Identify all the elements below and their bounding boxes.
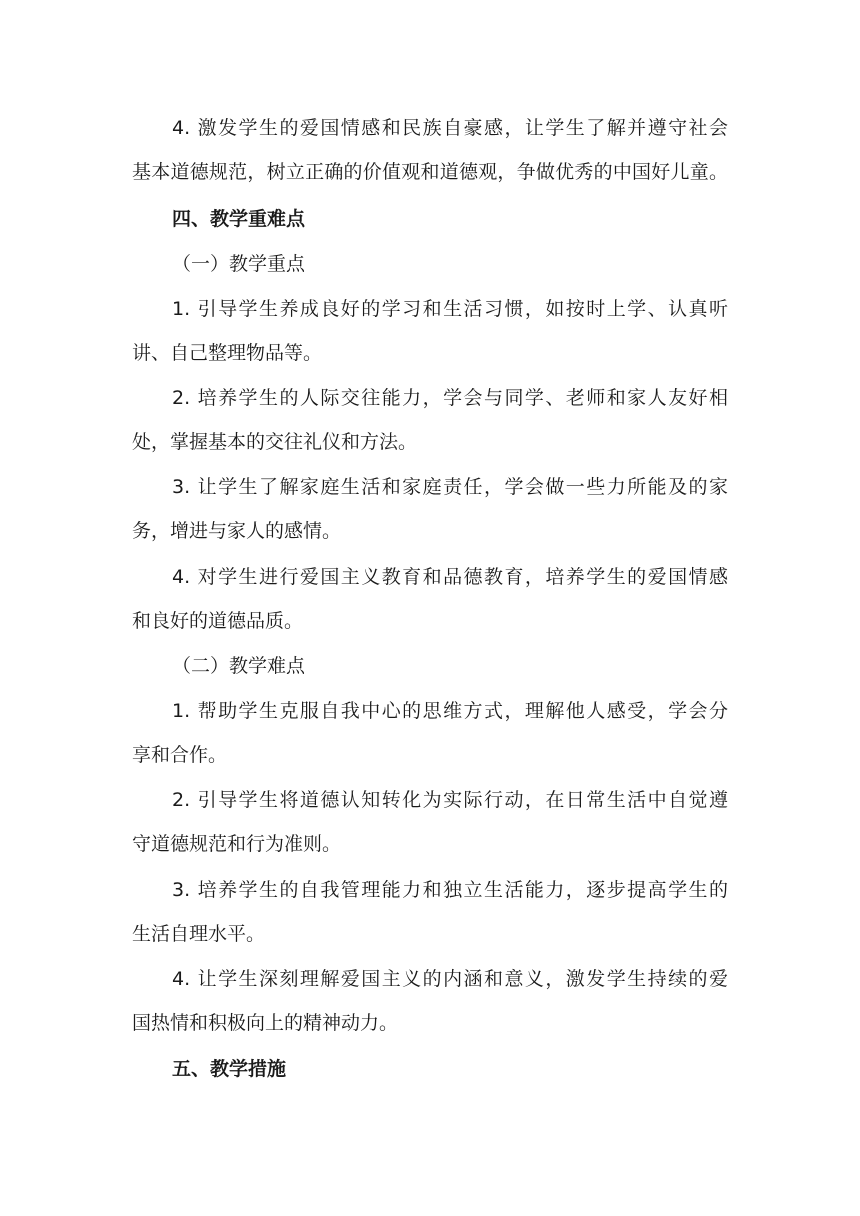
text-line: 生活自理水平。 <box>132 923 266 945</box>
text-line: 4. 让学生深刻理解爱国主义的内涵和意义，激发学生持续的爱 <box>172 968 728 990</box>
text-line: 讲、自己整理物品等。 <box>132 342 323 364</box>
text-line: 3. 让学生了解家庭生活和家庭责任，学会做一些力所能及的家 <box>172 476 728 498</box>
text-line: 4. 对学生进行爱国主义教育和品德教育，培养学生的爱国情感 <box>172 566 728 588</box>
text-line: 1. 帮助学生克服自我中心的思维方式，理解他人感受，学会分 <box>172 700 728 722</box>
text-line: 务，增进与家人的感情。 <box>132 520 342 542</box>
text-line: 3. 培养学生的自我管理能力和独立生活能力，逐步提高学生的 <box>172 879 728 901</box>
text-line: 守道德规范和行为准则。 <box>132 833 342 855</box>
text-line: 2. 培养学生的人际交往能力，学会与同学、老师和家人友好相 <box>172 387 728 409</box>
document-page: 4. 激发学生的爱国情感和民族自豪感，让学生了解并遵守社会 基本道德规范，树立正确的价值观和道德观，争做优秀的中国好儿童。 四、教学重难点 （一）教学重点 1. 引导学生养成良好的学习和生活习惯，如按时上学、认真听 讲、自己整理物品等。 2. 培养学生的人际交往能力，学会与同学、老师和家人友好相 处，掌握基本的交往礼仪和方法。 3. 让学生了解家庭生活和家庭责任，学会做一些力所能及的家 务，增进与家人的感情。 4. 对学生进行爱国主义教育和品德教育，培养学生的爱国情感 和良好的道德品质。 （二）教学难点 1. 帮助学生克服自我中心的思维方式，理解他人感受，学会分 享和合作。 2. 引导学生将道德认知转化为实际行动，在日常生活中自觉遵 守道德规范和行为准则。 3. 培养学生的自我管理能力和独立生活能力，逐步提高学生的 生活自理水平。 4. 让学生深刻理解爱国主义的内涵和意义，激发学生持续的爱 国热情和积极向上的精神动力。 五、教学措施 <box>0 0 860 1216</box>
text-line: 4. 激发学生的爱国情感和民族自豪感，让学生了解并遵守社会 <box>172 117 728 139</box>
text-line: 享和合作。 <box>132 744 228 766</box>
text-line: 处，掌握基本的交往礼仪和方法。 <box>132 431 418 453</box>
text-line: 国热情和积极向上的精神动力。 <box>132 1012 399 1034</box>
text-line: 1. 引导学生养成良好的学习和生活习惯，如按时上学、认真听 <box>172 298 728 320</box>
text-line: 2. 引导学生将道德认知转化为实际行动，在日常生活中自觉遵 <box>172 789 728 811</box>
text-line: 基本道德规范，树立正确的价值观和道德观，争做优秀的中国好儿童。 <box>132 161 728 183</box>
text-line: 和良好的道德品质。 <box>132 610 304 632</box>
